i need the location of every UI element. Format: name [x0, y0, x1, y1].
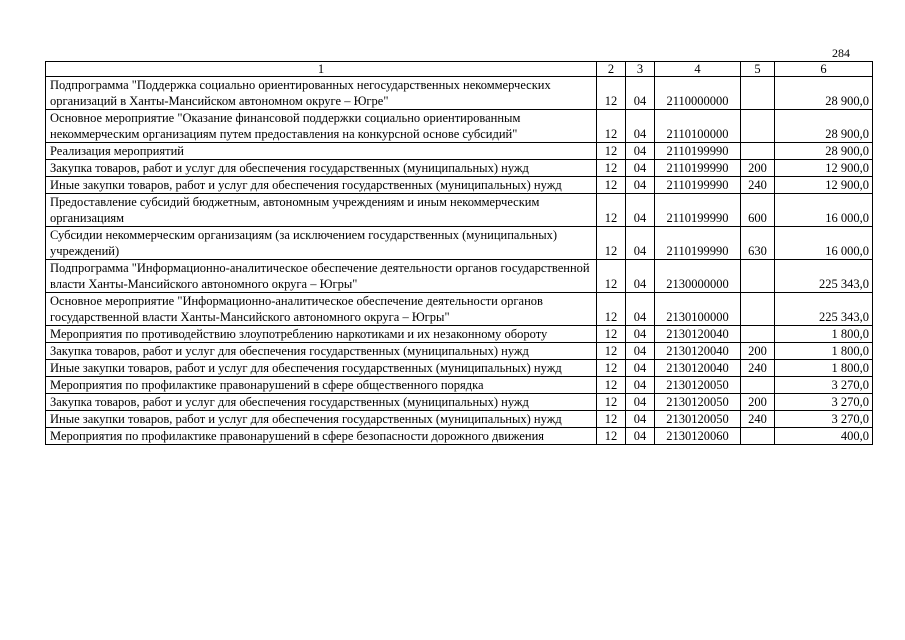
cell-col5: [741, 377, 775, 394]
row-name: Основное мероприятие "Информационно-аналитическое обеспечение деятельности органов государственной власти Ханты-Мансийского автономного округа – Югры": [46, 293, 597, 326]
cell-col4: 2130120040: [655, 343, 741, 360]
row-name: Иные закупки товаров, работ и услуг для обеспечения государственных (муниципальных) нужд: [46, 177, 597, 194]
table-row: [46, 326, 873, 343]
cell-col4: 2110199990: [655, 177, 741, 194]
cell-col2: 12: [597, 110, 626, 143]
table-row: [46, 377, 873, 394]
cell-col3: 04: [626, 194, 655, 227]
cell-col4: 2130120050: [655, 377, 741, 394]
cell-col2: 12: [597, 326, 626, 343]
cell-col4: 2130120060: [655, 428, 741, 445]
cell-col3: 04: [626, 293, 655, 326]
cell-col5: [741, 293, 775, 326]
row-name: Реализация мероприятий: [46, 143, 597, 160]
cell-col5: [741, 260, 775, 293]
row-name: Подпрограмма "Поддержка социально ориентированных негосударственных некоммерческих организаций в Ханты-Мансийском автономном округе – Югре": [46, 77, 597, 110]
cell-col2: 12: [597, 77, 626, 110]
cell-col3: 04: [626, 110, 655, 143]
row-name: Иные закупки товаров, работ и услуг для обеспечения государственных (муниципальных) нужд: [46, 360, 597, 377]
cell-col5: [741, 110, 775, 143]
cell-col6: 1 800,0: [775, 343, 873, 360]
cell-col3: 04: [626, 377, 655, 394]
table-row: [46, 343, 873, 360]
cell-col4: 2110000000: [655, 77, 741, 110]
cell-col4: 2130120040: [655, 326, 741, 343]
cell-col3: 04: [626, 360, 655, 377]
cell-col3: 04: [626, 77, 655, 110]
row-name: Закупка товаров, работ и услуг для обеспечения государственных (муниципальных) нужд: [46, 160, 597, 177]
cell-col6: 1 800,0: [775, 326, 873, 343]
row-name: Закупка товаров, работ и услуг для обеспечения государственных (муниципальных) нужд: [46, 343, 597, 360]
table-row: [46, 428, 873, 445]
row-name: Субсидии некоммерческим организациям (за исключением государственных (муниципальных) учреждений): [46, 227, 597, 260]
cell-col6: 225 343,0: [775, 293, 873, 326]
table-row: [46, 194, 873, 227]
cell-col5: 200: [741, 160, 775, 177]
cell-col6: 16 000,0: [775, 194, 873, 227]
row-name: Мероприятия по профилактике правонарушений в сфере общественного порядка: [46, 377, 597, 394]
cell-col3: 04: [626, 143, 655, 160]
table-row: [46, 143, 873, 160]
row-name: Предоставление субсидий бюджетным, автономным учреждениям и иным некоммерческим организациям: [46, 194, 597, 227]
column-header-1: 1: [46, 62, 597, 77]
cell-col2: 12: [597, 360, 626, 377]
row-name: Мероприятия по противодействию злоупотреблению наркотиками и их незаконному обороту: [46, 326, 597, 343]
cell-col6: 28 900,0: [775, 110, 873, 143]
cell-col3: 04: [626, 160, 655, 177]
cell-col2: 12: [597, 143, 626, 160]
page-number: 284: [832, 46, 850, 60]
cell-col6: 3 270,0: [775, 377, 873, 394]
cell-col4: 2130120040: [655, 360, 741, 377]
table-header-row: [46, 62, 873, 77]
cell-col4: 2110199990: [655, 143, 741, 160]
cell-col4: 2130120050: [655, 411, 741, 428]
cell-col2: 12: [597, 194, 626, 227]
table-row: [46, 260, 873, 293]
row-name: Иные закупки товаров, работ и услуг для обеспечения государственных (муниципальных) нужд: [46, 411, 597, 428]
cell-col6: 12 900,0: [775, 177, 873, 194]
cell-col6: 28 900,0: [775, 143, 873, 160]
table-row: [46, 177, 873, 194]
cell-col3: 04: [626, 326, 655, 343]
cell-col5: 200: [741, 343, 775, 360]
table-row: [46, 110, 873, 143]
column-header-5: 5: [741, 62, 775, 77]
table-row: [46, 77, 873, 110]
cell-col6: 3 270,0: [775, 394, 873, 411]
cell-col5: 240: [741, 177, 775, 194]
cell-col6: 1 800,0: [775, 360, 873, 377]
cell-col5: [741, 77, 775, 110]
cell-col3: 04: [626, 177, 655, 194]
cell-col6: 400,0: [775, 428, 873, 445]
cell-col2: 12: [597, 343, 626, 360]
column-header-4: 4: [655, 62, 741, 77]
table-row: [46, 160, 873, 177]
cell-col5: 600: [741, 194, 775, 227]
cell-col2: 12: [597, 293, 626, 326]
cell-col4: 2110199990: [655, 160, 741, 177]
table-row: [46, 411, 873, 428]
cell-col5: 240: [741, 360, 775, 377]
column-header-6: 6: [775, 62, 873, 77]
cell-col2: 12: [597, 227, 626, 260]
cell-col3: 04: [626, 411, 655, 428]
cell-col5: 240: [741, 411, 775, 428]
table-row: [46, 227, 873, 260]
column-header-2: 2: [597, 62, 626, 77]
cell-col3: 04: [626, 428, 655, 445]
cell-col5: [741, 143, 775, 160]
cell-col5: [741, 326, 775, 343]
cell-col3: 04: [626, 260, 655, 293]
cell-col4: 2130000000: [655, 260, 741, 293]
cell-col2: 12: [597, 177, 626, 194]
row-name: Мероприятия по профилактике правонарушений в сфере безопасности дорожного движения: [46, 428, 597, 445]
cell-col2: 12: [597, 428, 626, 445]
table-row: [46, 360, 873, 377]
cell-col3: 04: [626, 394, 655, 411]
cell-col4: 2110100000: [655, 110, 741, 143]
cell-col5: 630: [741, 227, 775, 260]
cell-col3: 04: [626, 227, 655, 260]
budget-table: [45, 61, 873, 445]
cell-col6: 3 270,0: [775, 411, 873, 428]
cell-col2: 12: [597, 394, 626, 411]
cell-col4: 2130120050: [655, 394, 741, 411]
cell-col6: 225 343,0: [775, 260, 873, 293]
cell-col2: 12: [597, 260, 626, 293]
cell-col4: 2130100000: [655, 293, 741, 326]
cell-col6: 28 900,0: [775, 77, 873, 110]
table-row: [46, 394, 873, 411]
cell-col6: 12 900,0: [775, 160, 873, 177]
cell-col5: [741, 428, 775, 445]
cell-col5: 200: [741, 394, 775, 411]
cell-col2: 12: [597, 377, 626, 394]
cell-col2: 12: [597, 411, 626, 428]
cell-col4: 2110199990: [655, 227, 741, 260]
cell-col6: 16 000,0: [775, 227, 873, 260]
cell-col4: 2110199990: [655, 194, 741, 227]
column-header-3: 3: [626, 62, 655, 77]
row-name: Основное мероприятие "Оказание финансовой поддержки социально ориентированным некоммерческим организациям путем предоставления на конкурсной основе субсидий": [46, 110, 597, 143]
row-name: Подпрограмма "Информационно-аналитическое обеспечение деятельности органов государственной власти Ханты-Мансийского автономного округа – Югры": [46, 260, 597, 293]
cell-col2: 12: [597, 160, 626, 177]
row-name: Закупка товаров, работ и услуг для обеспечения государственных (муниципальных) нужд: [46, 394, 597, 411]
cell-col3: 04: [626, 343, 655, 360]
table-row: [46, 293, 873, 326]
